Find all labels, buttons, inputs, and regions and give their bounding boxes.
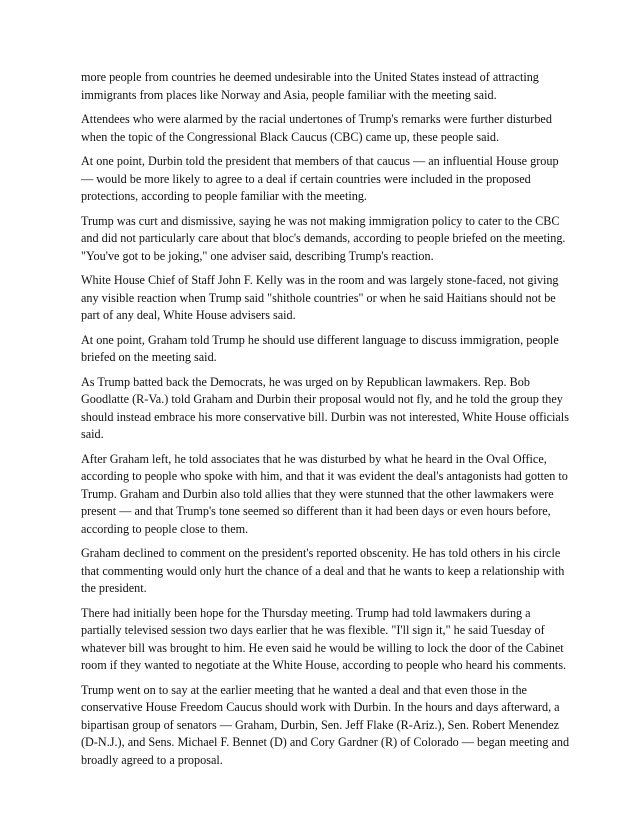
paragraph-2: Attendees who were alarmed by the racial undertones of Trump's remarks were further disturbed when the topic of the Congressional Black Caucus (CBC) came up, these people said. bbox=[81, 112, 552, 144]
paragraph-10: There had initially been hope for the Thursday meeting. Trump had told lawmakers during a partially televised session two days earlier that he was flexible. "I'll sign it," he said Tuesday of whatever bill was brought to him. He even said he would be willing to lock the door of the Cabinet room if they wanted to negotiate at the White House, according to people who heard his comments. bbox=[81, 605, 567, 672]
paragraph-9: Graham declined to comment on the president's reported obscenity. He has told others in his circle that commenting would only hurt the chance of a deal and that he wants to keep a relationship with the president. bbox=[81, 546, 565, 595]
paragraph-1: more people from countries he deemed undesirable into the United States instead of attracting immigrants from places like Norway and Asia, people familiar with the meeting said. bbox=[81, 70, 539, 102]
paragraph-8: After Graham left, he told associates that he was disturbed by what he heard in the Oval Office, according to people who spoke with him, and that it was evident the deal's antagonists had gotten to Trump. Graham and Durbin also told allies that they were stunned that the other lawmakers were present — and that Trump's tone seemed so different than it had been days or even hours before, according to people close to them. bbox=[81, 451, 568, 536]
paragraph-6: At one point, Graham told Trump he should use different language to discuss immigration, people briefed on the meeting said. bbox=[81, 332, 559, 364]
paragraph-3: At one point, Durbin told the president that members of that caucus — an influential House group — would be more likely to agree to a deal if certain countries were included in the proposed protections, according to people familiar with the meeting. bbox=[81, 154, 559, 203]
article-body bbox=[81, 69, 571, 776]
paragraph-4: Trump was curt and dismissive, saying he was not making immigration policy to cater to the CBC and did not particularly care about that bloc's demands, according to people briefed on the meeting. "You've got to be joking," one adviser said, describing Trump's reaction. bbox=[81, 213, 566, 263]
paragraph-11: Trump went on to say at the earlier meeting that he wanted a deal and that even those in the conservative House Freedom Caucus should work with Durbin. In the hours and days afterward, a bipartisan group of senators — Graham, Durbin, Sen. Jeff Flake (R-Ariz.), Sen. Robert Menendez (D-N.J.), and Sens. Michael F. Bennet (D) and Cory Gardner (R) of Colorado — began meeting and broadly agreed to a proposal. bbox=[81, 682, 570, 767]
paragraph-5: White House Chief of Staff John F. Kelly was in the room and was largely stone-faced, not giving any visible reaction when Trump said "shithole countries" or when he said Haitians should not be part of any deal, White House advisers said. bbox=[81, 273, 559, 322]
paragraph-7: As Trump batted back the Democrats, he was urged on by Republican lawmakers. Rep. Bob Goodlatte (R-Va.) told Graham and Durbin their proposal would not fly, and he told the group they should instead embrace his more conservative bill. Durbin was not interested, White House officials said. bbox=[81, 374, 569, 441]
